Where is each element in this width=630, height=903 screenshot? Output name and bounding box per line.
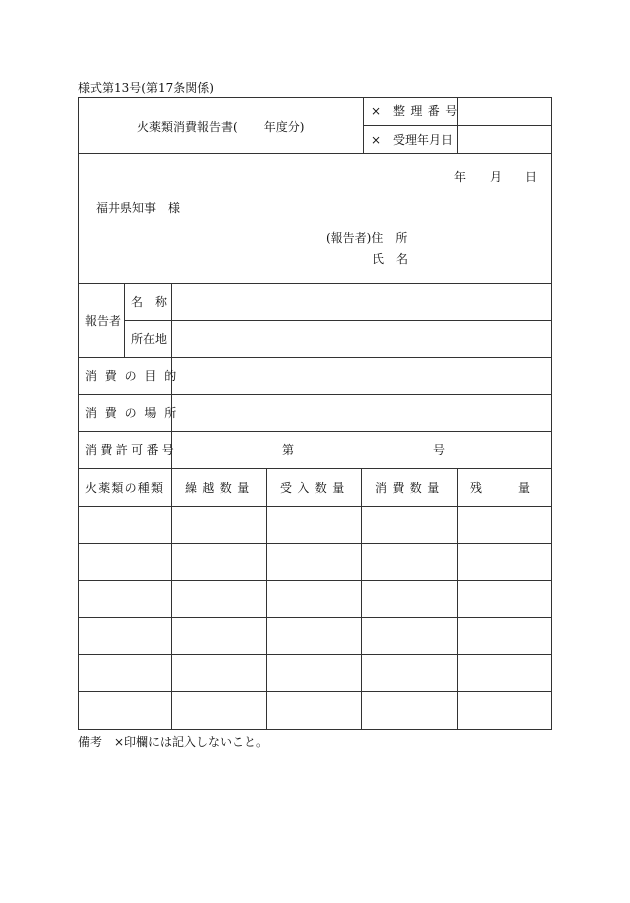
table-cell[interactable] xyxy=(459,545,549,578)
table-cell[interactable] xyxy=(268,545,359,578)
reporter-address-label: (報告者)住 所 xyxy=(326,231,408,245)
place-label: 消費の場所 xyxy=(85,406,185,420)
table-cell[interactable] xyxy=(363,619,455,652)
table-cell[interactable] xyxy=(363,545,455,578)
table-cell[interactable] xyxy=(268,693,359,727)
reporter-name-field[interactable] xyxy=(172,284,551,320)
table-cell[interactable] xyxy=(173,656,264,689)
table-cell[interactable] xyxy=(459,508,549,541)
table-cell[interactable] xyxy=(459,582,549,615)
form-title xyxy=(137,121,304,133)
table-cell[interactable] xyxy=(80,508,169,541)
table-cell[interactable] xyxy=(268,582,359,615)
table-cell[interactable] xyxy=(459,619,549,652)
frame-right-border xyxy=(551,97,552,730)
table-cell[interactable] xyxy=(173,508,264,541)
table-cell[interactable] xyxy=(173,619,264,652)
table-cell[interactable] xyxy=(459,693,549,727)
file-number-field[interactable] xyxy=(458,98,551,125)
table-cell[interactable] xyxy=(268,619,359,652)
addressee: 福井県知事 様 xyxy=(96,201,181,215)
reporter-group-label: 報告者 xyxy=(85,314,122,328)
table-header-consumed: 消費数量 xyxy=(375,481,445,495)
permit-number-field[interactable] xyxy=(295,432,425,468)
office-use-mark: × xyxy=(371,133,382,147)
office-use-mark: × xyxy=(371,104,382,118)
table-cell[interactable] xyxy=(80,656,169,689)
received-date-label: 受理年月日 xyxy=(393,133,454,147)
table-cell[interactable] xyxy=(80,582,169,615)
table-header-type: 火薬類の種類 xyxy=(85,481,165,495)
reporter-location-field[interactable] xyxy=(172,321,551,357)
table-cell[interactable] xyxy=(173,582,264,615)
table-header-received: 受入数量 xyxy=(280,481,350,495)
reporter-name-row-label: 名 称 xyxy=(131,295,168,309)
purpose-field[interactable] xyxy=(172,358,551,394)
frame-left-border xyxy=(78,97,79,730)
frame-bottom-border xyxy=(78,729,552,730)
place-field[interactable] xyxy=(172,395,551,431)
reporter-name-label: 氏 名 xyxy=(372,252,409,266)
table-cell[interactable] xyxy=(363,693,455,727)
date-month-label: 月 xyxy=(490,170,503,184)
purpose-label: 消費の目的 xyxy=(85,369,185,383)
permit-prefix: 第 xyxy=(282,443,295,457)
table-header-carried-over: 繰越数量 xyxy=(185,481,255,495)
table-cell[interactable] xyxy=(173,545,264,578)
permit-label: 消費許可番号 xyxy=(85,443,178,457)
table-cell[interactable] xyxy=(363,508,455,541)
table-cell[interactable] xyxy=(80,693,169,727)
table-cell[interactable] xyxy=(363,582,455,615)
remark-note: 備考 ×印欄には記入しないこと。 xyxy=(78,735,269,749)
reporter-location-label: 所在地 xyxy=(131,332,168,346)
date-day-label: 日 xyxy=(525,170,538,184)
table-cell[interactable] xyxy=(363,656,455,689)
table-cell[interactable] xyxy=(459,656,549,689)
form-title-main: 火薬類消費報告書( xyxy=(137,120,238,134)
permit-suffix: 号 xyxy=(433,443,446,457)
form-number: 様式第13号(第17条関係) xyxy=(78,81,214,95)
table-cell[interactable] xyxy=(80,545,169,578)
file-number-label: 整理番号 xyxy=(393,104,463,118)
date-year-label: 年 xyxy=(454,170,467,184)
table-cell[interactable] xyxy=(268,656,359,689)
received-date-field[interactable] xyxy=(458,126,551,153)
table-cell[interactable] xyxy=(268,508,359,541)
table-header-remaining: 残 量 xyxy=(470,481,531,495)
table-cell[interactable] xyxy=(80,619,169,652)
form-title-suffix: 年度分) xyxy=(263,120,305,134)
table-cell[interactable] xyxy=(173,693,264,727)
